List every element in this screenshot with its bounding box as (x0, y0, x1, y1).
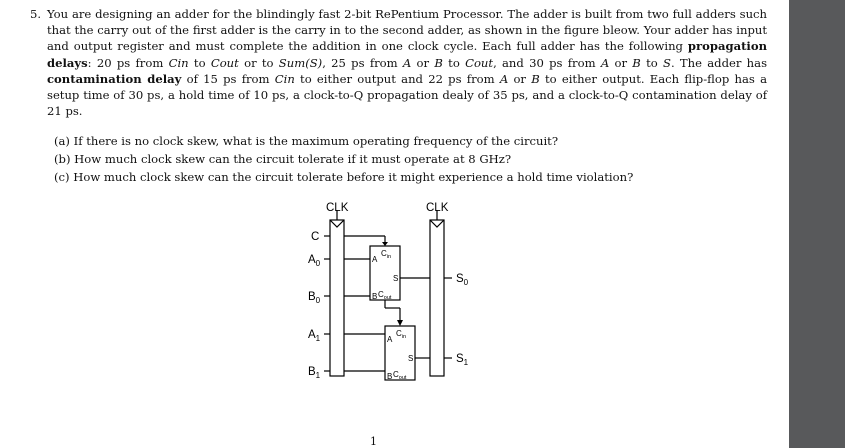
var-cin: Cin (274, 71, 295, 86)
var-s: S (663, 55, 671, 70)
statement-text: , and 30 ps from (493, 55, 601, 70)
input-register (330, 220, 344, 376)
var-sum: Sum(S) (278, 55, 323, 70)
question-c: (c) How much clock skew can the circuit tolerate before it might experience a hold time violation? (54, 170, 634, 184)
fa1-pin-a: A (387, 335, 393, 344)
statement-text: . The adder has (670, 55, 768, 70)
viewer-scroll-panel[interactable] (789, 0, 845, 448)
problem-statement (47, 6, 767, 119)
statement-text: to (442, 55, 466, 70)
statement-text: to either output and 22 ps from (294, 71, 500, 86)
input-a0-label: $A_0$ (308, 254, 321, 268)
var-a: A (402, 55, 412, 70)
fa1-pin-s: S (408, 354, 414, 363)
fa1-pin-b: B (387, 372, 393, 381)
arrow-icon (382, 242, 388, 246)
statement-text: to (188, 55, 211, 70)
clock-triangle-left (330, 220, 344, 227)
page-number: 1 (370, 435, 377, 448)
problem-number: 5. (30, 7, 42, 21)
statement-text: : 20 ps from (87, 55, 169, 70)
fa0-pin-a: A (372, 255, 378, 264)
adder-circuit-diagram (290, 196, 510, 396)
input-b0-label: $B_0$ (308, 291, 321, 305)
clk-label-left: CLK (326, 202, 349, 214)
input-b1-label: $B_1$ (308, 366, 321, 380)
var-cin: Cin (168, 55, 189, 70)
statement-text: , 25 ps from (322, 55, 403, 70)
statement-text: or (411, 55, 435, 70)
statement-text: of 15 ps from (181, 71, 275, 86)
var-cout: Cout (465, 55, 494, 70)
fa0-pin-s: S (393, 274, 399, 283)
fa0-pin-b: B (372, 292, 378, 301)
statement-text: to either output. Each flip-flop has a setup time of 30 ps, a hold time of 10 ps, a clock-to-Q propagation dealy of 35 ps, and a clock-to-Q contamination delay of 21 ps. (47, 71, 767, 119)
arrow-icon (397, 320, 403, 326)
output-register (430, 220, 444, 376)
input-c-label: C (311, 231, 320, 243)
output-s0-label: $S_0$ (456, 273, 469, 287)
fa0-pin-cin: $C_{in}$ (381, 249, 392, 260)
var-a: A (600, 55, 610, 70)
var-a: A (499, 71, 509, 86)
var-cout: Cout (210, 55, 239, 70)
input-a1-label: $A_1$ (308, 329, 321, 343)
statement-text: to (640, 55, 664, 70)
statement-text: or (508, 71, 532, 86)
fa0-pin-cout: $C_{out}$ (378, 290, 392, 301)
var-b: B (434, 55, 443, 70)
fa1-pin-cin: $C_{in}$ (396, 329, 407, 340)
question-a: (a) If there is no clock skew, what is the maximum operating frequency of the circuit? (54, 134, 559, 148)
bold-propagation-delays: propagation delays (47, 39, 767, 70)
bold-contamination-delay: contamination delay (47, 71, 182, 86)
question-b: (b) How much clock skew can the circuit tolerate if it must operate at 8 GHz? (54, 152, 512, 166)
clk-label-right: CLK (426, 202, 449, 214)
fa1-pin-cout: $C_{out}$ (393, 370, 407, 381)
clock-triangle-right (430, 220, 444, 227)
var-b: B (632, 55, 641, 70)
statement-text: or to (238, 55, 279, 70)
statement-text: You are designing an adder for the blindingly fast 2-bit RePentium Processor. The adder is built from two full adders such that the carry out of the first adder is the carry in to the second adder, as shown in the figure bleow. Your adder has input and output register and must complete the addition in one clock cycle. Each full adder has the following (47, 7, 767, 54)
statement-text: or (609, 55, 633, 70)
var-b: B (531, 71, 540, 86)
output-s1-label: $S_1$ (456, 353, 469, 367)
